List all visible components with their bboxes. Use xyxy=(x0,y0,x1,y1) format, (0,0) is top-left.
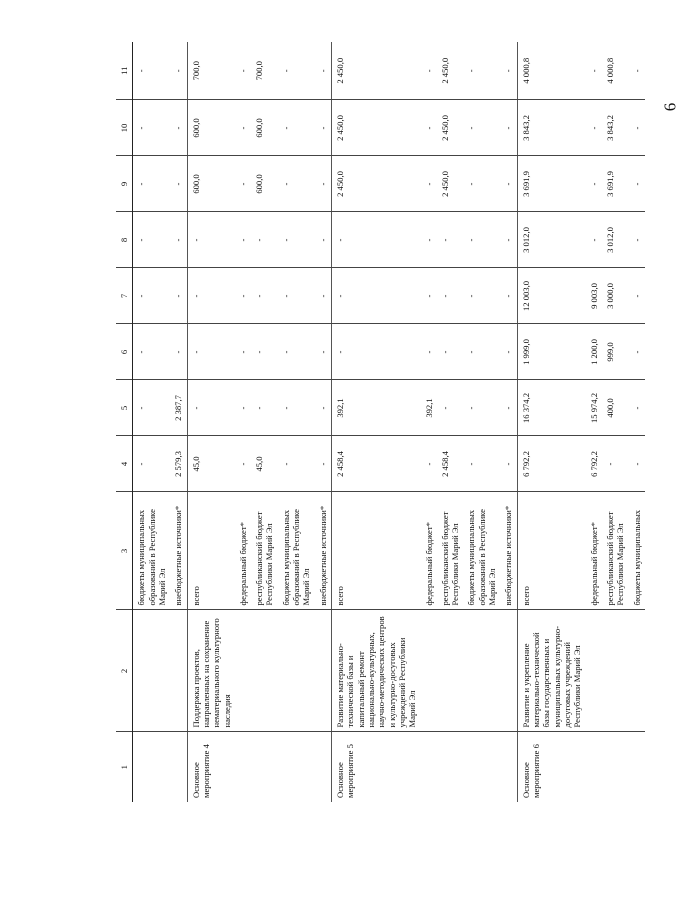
amount-cell: - xyxy=(463,156,500,212)
amount-cell: - xyxy=(500,268,517,324)
funding-source: внебюджетные источники* xyxy=(500,492,517,610)
amount-cell: 2 579,3 xyxy=(170,436,187,492)
event-label xyxy=(629,732,645,802)
table-row xyxy=(133,42,170,802)
amount-cell: - xyxy=(170,156,187,212)
amount-cell: - xyxy=(500,324,517,380)
funding-source: всего xyxy=(517,492,585,610)
event-label xyxy=(251,732,278,802)
amount-cell: 45,0 xyxy=(251,436,278,492)
amount-cell: - xyxy=(133,156,170,212)
amount-cell: - xyxy=(251,324,278,380)
event-description xyxy=(315,610,332,732)
funding-source: бюджеты муниципальных образований в Республике Марий Эл xyxy=(278,492,315,610)
amount-cell: - xyxy=(133,324,170,380)
amount-cell: - xyxy=(437,324,464,380)
amount-cell: - xyxy=(500,212,517,268)
amount-cell: - xyxy=(278,380,315,436)
table-row xyxy=(602,42,629,802)
amount-cell: - xyxy=(463,324,500,380)
amount-cell: - xyxy=(133,268,170,324)
funding-source: республиканский бюджет Республики Марий Эл xyxy=(437,492,464,610)
amount-cell: - xyxy=(500,100,517,156)
event-label xyxy=(586,732,602,802)
amount-cell: - xyxy=(500,156,517,212)
event-label xyxy=(235,732,251,802)
event-description: Развитие материально-технической базы и капитальный ремонт национально-культурных, научно-методических центров и культурно-досуговых учреждений Республики Марий Эл xyxy=(332,610,421,732)
amount-cell: 3 012,0 xyxy=(602,212,629,268)
amount-cell: 3 691,9 xyxy=(517,156,585,212)
event-description xyxy=(251,610,278,732)
amount-cell: - xyxy=(133,42,170,100)
amount-cell: - xyxy=(629,380,645,436)
amount-cell: - xyxy=(278,268,315,324)
column-header-5: 5 xyxy=(116,380,133,436)
table-row xyxy=(170,42,187,802)
amount-cell: 2 450,0 xyxy=(437,100,464,156)
amount-cell: - xyxy=(235,324,251,380)
amount-cell: - xyxy=(437,268,464,324)
amount-cell: - xyxy=(463,100,500,156)
rotated-table-sheet xyxy=(116,42,642,802)
amount-cell: - xyxy=(315,436,332,492)
event-label xyxy=(133,732,170,802)
event-description: Развитие и укрепление материально-технической базы государственных и муниципальных культурно-досуговых учреждений Республики Марий Эл xyxy=(517,610,585,732)
table-row xyxy=(517,42,585,802)
table-row xyxy=(463,42,500,802)
table-row xyxy=(251,42,278,802)
funding-source: республиканский бюджет Республики Марий Эл xyxy=(602,492,629,610)
amount-cell: - xyxy=(315,156,332,212)
funding-source: федеральный бюджет* xyxy=(421,492,437,610)
table-body xyxy=(133,42,645,802)
amount-cell: - xyxy=(278,100,315,156)
amount-cell: - xyxy=(278,212,315,268)
column-header-4: 4 xyxy=(116,436,133,492)
event-label xyxy=(602,732,629,802)
column-number-header xyxy=(116,42,133,802)
amount-cell: 2 450,0 xyxy=(332,42,421,100)
amount-cell: - xyxy=(421,268,437,324)
funding-source: внебюджетные источники* xyxy=(315,492,332,610)
amount-cell: - xyxy=(278,436,315,492)
event-description xyxy=(421,610,437,732)
event-label xyxy=(463,732,500,802)
event-label: Основное мероприятие 5 xyxy=(332,732,421,802)
amount-cell: 3 843,2 xyxy=(517,100,585,156)
event-description xyxy=(170,610,187,732)
amount-cell: 15 974,2 xyxy=(586,380,602,436)
column-header-9: 9 xyxy=(116,156,133,212)
amount-cell: - xyxy=(421,42,437,100)
column-header-1: 1 xyxy=(116,732,133,802)
table-row xyxy=(187,42,235,802)
amount-cell: - xyxy=(235,436,251,492)
amount-cell: 999,0 xyxy=(602,324,629,380)
event-description xyxy=(463,610,500,732)
event-description xyxy=(133,610,170,732)
table-row xyxy=(500,42,517,802)
event-description xyxy=(602,610,629,732)
amount-cell: - xyxy=(332,324,421,380)
amount-cell: 700,0 xyxy=(251,42,278,100)
amount-cell: 2 387,7 xyxy=(170,380,187,436)
amount-cell: - xyxy=(315,268,332,324)
amount-cell: 2 450,0 xyxy=(332,100,421,156)
amount-cell: - xyxy=(251,212,278,268)
amount-cell: - xyxy=(235,156,251,212)
amount-cell: - xyxy=(463,268,500,324)
amount-cell: 2 450,0 xyxy=(437,42,464,100)
amount-cell: 400,0 xyxy=(602,380,629,436)
event-label: Основное мероприятие 6 xyxy=(517,732,585,802)
table-row xyxy=(278,42,315,802)
amount-cell: 3 843,2 xyxy=(602,100,629,156)
amount-cell: 2 458,4 xyxy=(332,436,421,492)
amount-cell: - xyxy=(133,436,170,492)
amount-cell: - xyxy=(500,380,517,436)
funding-source: внебюджетные источники* xyxy=(170,492,187,610)
amount-cell: - xyxy=(251,380,278,436)
event-description xyxy=(278,610,315,732)
amount-cell: - xyxy=(187,268,235,324)
amount-cell: - xyxy=(170,42,187,100)
column-header-2: 2 xyxy=(116,610,133,732)
amount-cell: 392,1 xyxy=(421,380,437,436)
column-header-10: 10 xyxy=(116,100,133,156)
amount-cell: 16 374,2 xyxy=(517,380,585,436)
amount-cell: 9 003,0 xyxy=(586,268,602,324)
event-description xyxy=(586,610,602,732)
amount-cell: - xyxy=(586,212,602,268)
amount-cell: - xyxy=(463,436,500,492)
column-header-7: 7 xyxy=(116,268,133,324)
amount-cell: 392,1 xyxy=(332,380,421,436)
amount-cell: - xyxy=(187,380,235,436)
event-label xyxy=(500,732,517,802)
event-label xyxy=(170,732,187,802)
table-row xyxy=(437,42,464,802)
amount-cell: 3 691,9 xyxy=(602,156,629,212)
table-row xyxy=(421,42,437,802)
column-header-8: 8 xyxy=(116,212,133,268)
amount-cell: - xyxy=(187,324,235,380)
amount-cell: - xyxy=(315,42,332,100)
column-header-11: 11 xyxy=(116,42,133,100)
column-header-3: 3 xyxy=(116,492,133,610)
amount-cell: - xyxy=(437,212,464,268)
amount-cell: - xyxy=(629,156,645,212)
amount-cell: 600,0 xyxy=(187,100,235,156)
amount-cell: - xyxy=(133,212,170,268)
amount-cell: - xyxy=(251,268,278,324)
event-label xyxy=(437,732,464,802)
amount-cell: 4 000,8 xyxy=(602,42,629,100)
funding-source: федеральный бюджет* xyxy=(586,492,602,610)
amount-cell: - xyxy=(586,100,602,156)
event-label xyxy=(421,732,437,802)
amount-cell: - xyxy=(421,324,437,380)
page-number: 6 xyxy=(660,102,680,112)
amount-cell: 3 012,0 xyxy=(517,212,585,268)
amount-cell: - xyxy=(133,100,170,156)
amount-cell: 2 458,4 xyxy=(437,436,464,492)
amount-cell: 6 792,2 xyxy=(586,436,602,492)
amount-cell: 600,0 xyxy=(251,156,278,212)
amount-cell: 1 999,0 xyxy=(517,324,585,380)
amount-cell: - xyxy=(133,380,170,436)
amount-cell: - xyxy=(332,268,421,324)
amount-cell: - xyxy=(315,324,332,380)
funding-source: всего xyxy=(187,492,235,610)
amount-cell: - xyxy=(421,156,437,212)
amount-cell: - xyxy=(500,436,517,492)
financing-table xyxy=(116,42,645,802)
amount-cell: 700,0 xyxy=(187,42,235,100)
amount-cell: - xyxy=(586,156,602,212)
amount-cell: - xyxy=(315,100,332,156)
amount-cell: - xyxy=(629,42,645,100)
amount-cell: - xyxy=(235,212,251,268)
amount-cell: - xyxy=(187,212,235,268)
amount-cell: - xyxy=(315,212,332,268)
event-description xyxy=(500,610,517,732)
amount-cell: - xyxy=(170,100,187,156)
event-description xyxy=(629,610,645,732)
table-row xyxy=(235,42,251,802)
amount-cell: - xyxy=(235,380,251,436)
amount-cell: - xyxy=(278,324,315,380)
amount-cell: - xyxy=(437,380,464,436)
amount-cell: - xyxy=(463,212,500,268)
table-row xyxy=(629,42,645,802)
amount-cell: - xyxy=(629,100,645,156)
amount-cell: - xyxy=(629,268,645,324)
amount-cell: 2 450,0 xyxy=(332,156,421,212)
funding-source: бюджеты муниципальных образований в Республике Марий Эл xyxy=(133,492,170,610)
event-description xyxy=(235,610,251,732)
amount-cell: - xyxy=(602,436,629,492)
table-row xyxy=(332,42,421,802)
event-description xyxy=(437,610,464,732)
amount-cell: - xyxy=(235,268,251,324)
amount-cell: - xyxy=(170,268,187,324)
amount-cell: - xyxy=(170,324,187,380)
amount-cell: - xyxy=(586,42,602,100)
amount-cell: 3 000,0 xyxy=(602,268,629,324)
funding-source: республиканский бюджет Республики Марий Эл xyxy=(251,492,278,610)
funding-source: всего xyxy=(332,492,421,610)
amount-cell: - xyxy=(500,42,517,100)
event-label xyxy=(278,732,315,802)
event-label: Основное мероприятие 4 xyxy=(187,732,235,802)
event-description: Поддержка проектов, направленных на сохранение нематериального культурного наследия xyxy=(187,610,235,732)
amount-cell: - xyxy=(278,42,315,100)
amount-cell: 45,0 xyxy=(187,436,235,492)
funding-source: федеральный бюджет* xyxy=(235,492,251,610)
column-header-6: 6 xyxy=(116,324,133,380)
amount-cell: - xyxy=(315,380,332,436)
table-row xyxy=(586,42,602,802)
amount-cell: - xyxy=(629,212,645,268)
amount-cell: - xyxy=(629,324,645,380)
amount-cell: 12 003,0 xyxy=(517,268,585,324)
amount-cell: 1 200,0 xyxy=(586,324,602,380)
amount-cell: 600,0 xyxy=(251,100,278,156)
amount-cell: - xyxy=(278,156,315,212)
amount-cell: - xyxy=(235,100,251,156)
amount-cell: 4 000,8 xyxy=(517,42,585,100)
amount-cell: 600,0 xyxy=(187,156,235,212)
amount-cell: 2 450,0 xyxy=(437,156,464,212)
amount-cell: - xyxy=(629,436,645,492)
amount-cell: - xyxy=(170,212,187,268)
table-row xyxy=(315,42,332,802)
funding-source: бюджеты муниципальных образований в Республике Марий Эл xyxy=(463,492,500,610)
amount-cell: - xyxy=(463,42,500,100)
funding-source: бюджеты муниципальных xyxy=(629,492,645,610)
amount-cell: - xyxy=(463,380,500,436)
amount-cell: - xyxy=(421,436,437,492)
amount-cell: - xyxy=(235,42,251,100)
amount-cell: - xyxy=(421,212,437,268)
event-label xyxy=(315,732,332,802)
amount-cell: 6 792,2 xyxy=(517,436,585,492)
amount-cell: - xyxy=(332,212,421,268)
amount-cell: - xyxy=(421,100,437,156)
